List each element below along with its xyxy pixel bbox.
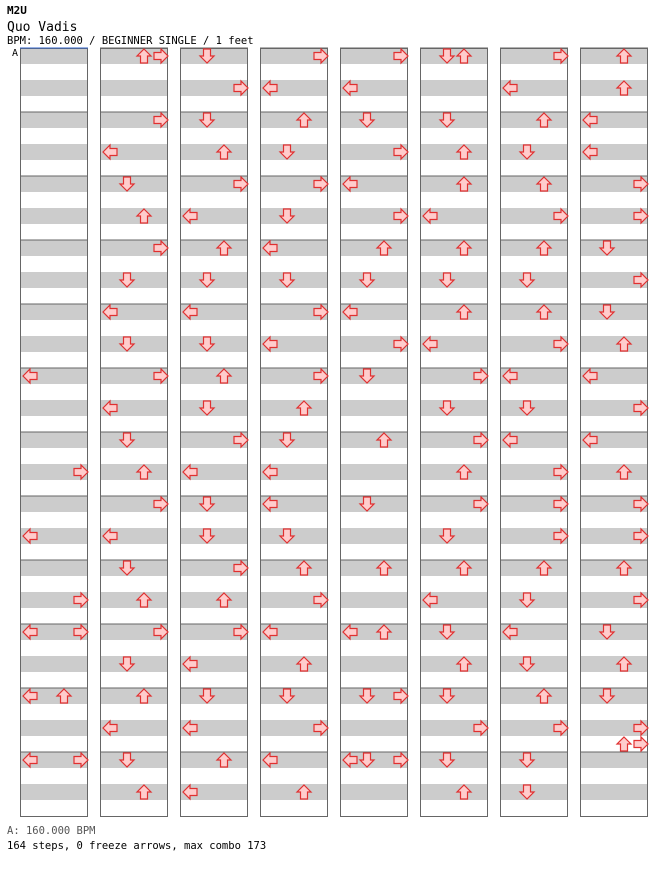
beat-stripe — [500, 304, 568, 320]
beat-stripe — [420, 144, 488, 160]
beat-stripe — [180, 592, 248, 608]
beat-stripe — [20, 400, 88, 416]
beat-stripe — [20, 208, 88, 224]
beat-stripe — [20, 656, 88, 672]
beat-stripe — [20, 80, 88, 96]
chart-info: BPM: 160.000 / BEGINNER SINGLE / 1 feet — [7, 35, 254, 47]
beat-stripe — [340, 560, 408, 576]
song-title: Quo Vadis — [7, 20, 78, 35]
beat-stripe — [420, 464, 488, 480]
beat-stripe — [180, 144, 248, 160]
chart-column-2 — [100, 48, 168, 817]
beat-stripe — [180, 240, 248, 256]
beat-stripe — [100, 208, 168, 224]
beat-stripe — [500, 240, 568, 256]
beat-stripe — [420, 784, 488, 800]
beat-stripe — [20, 112, 88, 128]
beat-stripe — [340, 240, 408, 256]
up-arrow-note — [617, 737, 631, 751]
site-logo: M2U — [7, 4, 27, 17]
beat-stripe — [260, 656, 328, 672]
beat-stripe — [420, 80, 488, 96]
beat-stripe — [340, 720, 408, 736]
beat-stripe — [20, 304, 88, 320]
beat-stripe — [580, 80, 648, 96]
beat-stripe — [420, 176, 488, 192]
beat-stripe — [20, 560, 88, 576]
chart-column-4 — [260, 48, 328, 817]
beat-stripe — [100, 784, 168, 800]
chart-column-3 — [180, 48, 248, 817]
beat-stripe — [20, 48, 88, 64]
beat-stripe — [420, 656, 488, 672]
beat-stripe — [420, 560, 488, 576]
beat-stripe — [340, 784, 408, 800]
beat-stripe — [580, 464, 648, 480]
chart-column-5 — [340, 48, 408, 817]
beat-stripe — [420, 240, 488, 256]
beat-stripe — [20, 432, 88, 448]
beat-stripe — [100, 464, 168, 480]
beat-stripe — [500, 112, 568, 128]
beat-stripe — [420, 304, 488, 320]
beat-stripe — [340, 432, 408, 448]
beat-stripe — [20, 784, 88, 800]
beat-stripe — [580, 336, 648, 352]
bpm-marker: A — [12, 48, 19, 59]
beat-stripe — [100, 80, 168, 96]
beat-stripe — [180, 368, 248, 384]
beat-stripe — [260, 112, 328, 128]
beat-stripe — [340, 592, 408, 608]
beat-stripe — [500, 176, 568, 192]
beat-stripe — [20, 240, 88, 256]
beat-stripe — [260, 560, 328, 576]
beat-stripe — [20, 176, 88, 192]
beat-stripe — [340, 528, 408, 544]
beat-stripe — [340, 464, 408, 480]
beat-stripe — [580, 48, 648, 64]
step-stats: 164 steps, 0 freeze arrows, max combo 173 — [7, 840, 267, 852]
beat-stripe — [260, 784, 328, 800]
beat-stripe — [340, 400, 408, 416]
beat-stripe — [580, 656, 648, 672]
beat-stripe — [20, 336, 88, 352]
beat-stripe — [20, 496, 88, 512]
beat-stripe — [580, 560, 648, 576]
right-arrow-note — [634, 737, 648, 751]
beat-stripe — [180, 752, 248, 768]
chart-column-6 — [420, 48, 488, 817]
beat-stripe — [500, 688, 568, 704]
beat-stripe — [580, 784, 648, 800]
beat-stripe — [260, 400, 328, 416]
beat-stripe — [500, 560, 568, 576]
beat-stripe — [20, 272, 88, 288]
beat-stripe — [580, 752, 648, 768]
beat-stripe — [100, 592, 168, 608]
beat-stripe — [20, 720, 88, 736]
beat-stripe — [20, 144, 88, 160]
beat-stripe — [100, 688, 168, 704]
bpm-summary: A: 160.000 BPM — [7, 825, 96, 837]
beat-stripe — [340, 656, 408, 672]
